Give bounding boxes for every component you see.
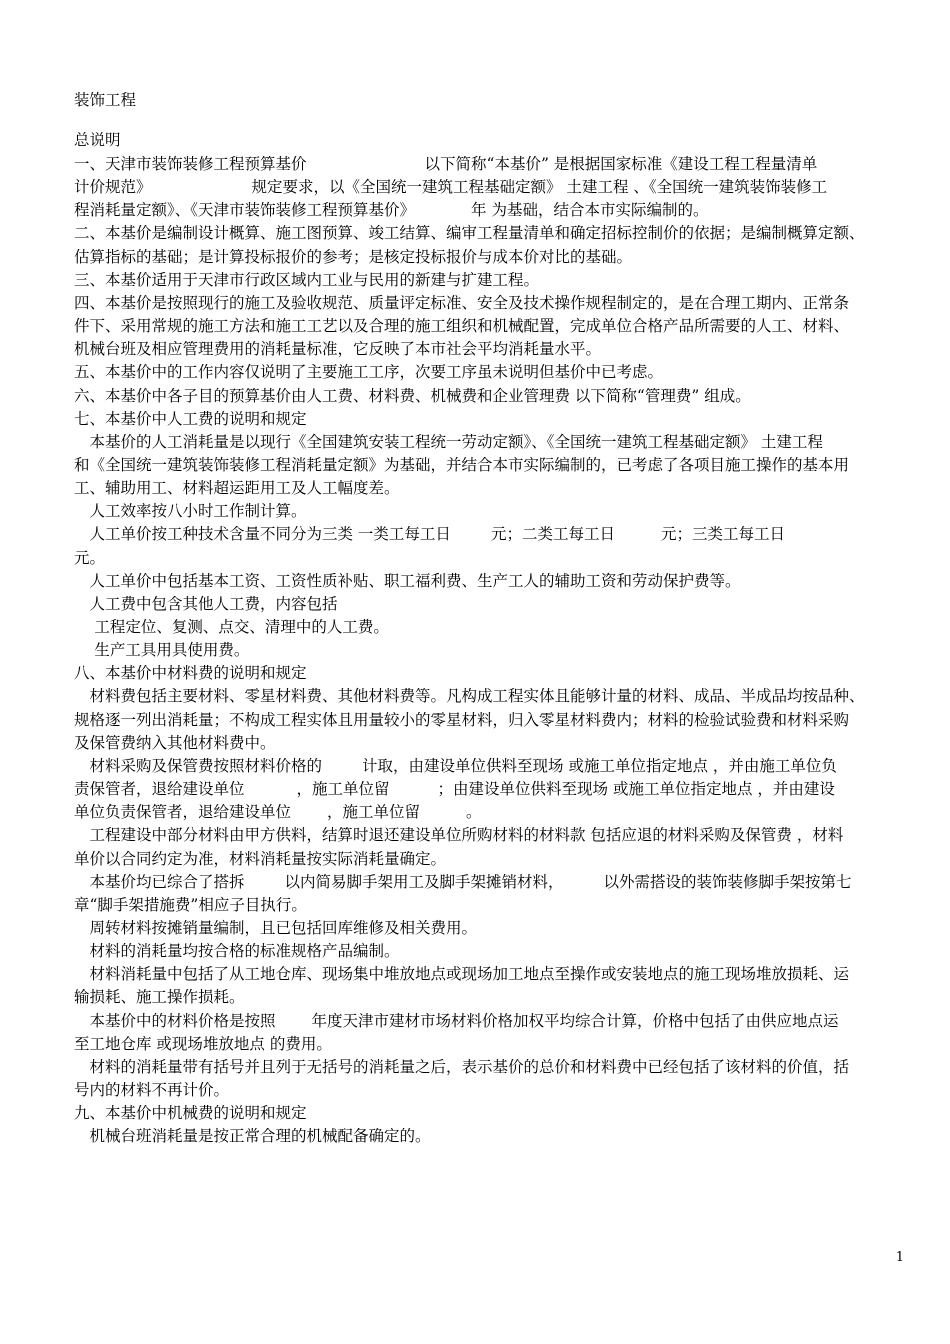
- text-segment: 年 为基础，结合本市实际编制的。: [471, 201, 709, 219]
- text-segment: 。: [466, 803, 482, 821]
- text-segment: 以外需搭设的装饰装修脚手架按第七: [603, 873, 852, 891]
- text-segment: 生产工具用具使用费。: [74, 641, 250, 659]
- text-segment: 三、本基价适用于天津市行政区域内工业与民用的新建与扩建工程。: [74, 271, 540, 289]
- text-segment: 四、本基价是按照现行的施工及验收规范、质量评定标准、安全及技术操作规程制定的，是在合理工期内、正常条: [74, 294, 850, 312]
- body-line: [74, 640, 249, 660]
- body-line: [74, 548, 105, 568]
- body-line: [74, 779, 835, 799]
- text-segment: 计取，由建设单位供料至现场 或施工单位指定地点 ，并由施工单位负: [362, 757, 837, 775]
- text-segment: 材料的消耗量带有括号并且列于无括号的消耗量之后，表示基价的总价和材料费中已经包括了该材料的价值，括: [74, 1058, 850, 1076]
- body-line: [74, 918, 477, 938]
- text-segment: 材料费包括主要材料、零星材料费、其他材料费等。凡构成工程实体且能够计量的材料、成品、半成品均按品种、: [74, 687, 865, 705]
- body-line: [74, 501, 307, 521]
- body-line: [74, 177, 827, 197]
- document-title: 装饰工程: [74, 91, 137, 109]
- body-line: [74, 1011, 839, 1031]
- text-segment: 章“脚手架措施费”相应子目执行。: [74, 896, 307, 914]
- body-line: [74, 663, 307, 683]
- text-segment: 单价以合同约定为准，材料消耗量按实际消耗量确定。: [74, 850, 447, 868]
- body-line: [74, 362, 663, 382]
- text-segment: 元；三类工每工日: [660, 525, 785, 543]
- body-line: [74, 1103, 307, 1123]
- text-segment: 本基价的人工消耗量是以现行《全国建筑安装工程统一劳动定额》、《全国统一建筑工程基础定额》 土建工程: [74, 433, 823, 451]
- text-segment: 计价规范》: [74, 178, 152, 196]
- body-line: [74, 1080, 229, 1100]
- text-segment: 二、本基价是编制设计概算、施工图预算、竣工结算、编审工程量清单和确定招标控制价的依据；是编制概算定额、: [74, 224, 865, 242]
- body-line: [74, 1126, 431, 1146]
- body-line: [74, 872, 852, 892]
- text-segment: 人工单价按工种技术含量不同分为三类 一类工每工日: [74, 525, 451, 543]
- text-segment: 机械台班消耗量是按正常合理的机械配备确定的。: [74, 1127, 431, 1145]
- text-segment: 规格逐一列出消耗量；不构成工程实体且用量较小的零星材料，归入零星材料费内；材料的检验试验费和材料采购: [74, 711, 850, 729]
- text-segment: 周转材料按摊销量编制，且已包括回库维修及相关费用。: [74, 919, 478, 937]
- text-segment: 六、本基价中各子目的预算基价由人工费、材料费、机械费和企业管理费 以下简称“管理费” 组成。: [74, 387, 751, 405]
- text-segment: 本基价中的材料价格是按照: [74, 1012, 276, 1030]
- text-segment: 五、本基价中的工作内容仅说明了主要施工工序，次要工序虽未说明但基价中已考虑。: [74, 363, 664, 381]
- text-segment: ，施工单位留: [296, 780, 390, 798]
- text-segment: 机械台班及相应管理费用的消耗量标准，它反映了本市社会平均消耗量水平。: [74, 340, 602, 358]
- text-segment: 人工效率按八小时工作制计算。: [74, 502, 307, 520]
- text-segment: 以下简称“本基价” 是根据国家标准《建设工程工程量清单: [424, 155, 818, 173]
- body-line: [74, 409, 307, 429]
- text-segment: 九、本基价中机械费的说明和规定: [74, 1104, 307, 1122]
- text-segment: 号内的材料不再计价。: [74, 1081, 230, 1099]
- body-line: [74, 1034, 332, 1054]
- text-segment: 单位负责保管者，退给建设单位: [74, 803, 292, 821]
- text-segment: 七、本基价中人工费的说明和规定: [74, 410, 307, 428]
- text-segment: 工、辅助用工、材料超运距用工及人工幅度差。: [74, 479, 400, 497]
- text-segment: 至工地仓库 或现场堆放地点 的费用。: [74, 1035, 332, 1053]
- body-line: [74, 316, 849, 336]
- body-line: [74, 895, 307, 915]
- body-line: [74, 223, 865, 243]
- text-segment: 及保管费纳入其他材料费中。: [74, 734, 276, 752]
- text-segment: 元。: [74, 549, 106, 567]
- body-line: [74, 825, 843, 845]
- text-segment: 年度天津市建材市场材料价格加权平均综合计算，价格中包括了由供应地点运: [311, 1012, 839, 1030]
- body-line: [74, 293, 849, 313]
- text-segment: 人工费中包含其他人工费，内容包括: [74, 595, 338, 613]
- body-line: [74, 802, 482, 822]
- body-line: [74, 964, 849, 984]
- body-line: [74, 154, 817, 174]
- text-segment: 本基价均已综合了搭拆: [74, 873, 245, 891]
- body-line: [74, 756, 837, 776]
- text-segment: 工程定位、复测、点交、清理中的人工费。: [74, 618, 389, 636]
- body-line: [74, 339, 601, 359]
- body-line: [74, 200, 708, 220]
- body-line: [74, 455, 849, 475]
- body-line: [74, 617, 389, 637]
- text-segment: 程消耗量定额》、《天津市装饰装修工程预算基价》: [74, 201, 416, 219]
- body-line: [74, 478, 400, 498]
- page-number: 1: [895, 1250, 904, 1265]
- text-segment: 材料的消耗量均按合格的标准规格产品编制。: [74, 942, 400, 960]
- body-line: [74, 849, 446, 869]
- text-segment: 责保管者，退给建设单位: [74, 780, 245, 798]
- body-line: [74, 524, 785, 544]
- body-line: [74, 1057, 849, 1077]
- body-line: [74, 710, 849, 730]
- text-segment: 人工单价中包括基本工资、工资性质补贴、职工福利费、生产工人的辅助工资和劳动保护费等。: [74, 572, 741, 590]
- text-segment: 估算指标的基础；是计算投标报价的参考；是核定投标报价与成本价对比的基础。: [74, 248, 633, 266]
- body-line: [74, 686, 865, 706]
- body-line: [74, 247, 632, 267]
- text-segment: 材料采购及保管费按照材料价格的: [74, 757, 323, 775]
- body-line: [74, 987, 245, 1007]
- body-line: [74, 386, 751, 406]
- body-line: [74, 941, 400, 961]
- text-segment: 八、本基价中材料费的说明和规定: [74, 664, 307, 682]
- text-segment: 工程建设中部分材料由甲方供料，结算时退还建设单位所购材料的材料款 包括应退的材料采购及保管费 ，材料: [74, 826, 844, 844]
- section-heading: 总说明: [74, 131, 121, 149]
- text-segment: 规定要求，以《全国统一建筑工程基础定额》 土建工程 、《全国统一建筑装饰装修工: [251, 178, 828, 196]
- text-segment: 一、天津市装饰装修工程预算基价: [74, 155, 307, 173]
- body-line: [74, 432, 823, 452]
- text-segment: ，施工单位留: [327, 803, 421, 821]
- text-segment: 以内简易脚手架用工及脚手架摊销材料，: [284, 873, 564, 891]
- text-segment: 和《全国统一建筑装饰装修工程消耗量定额》为基础，并结合本市实际编制的，已考虑了各项目施工操作的基本用: [74, 456, 850, 474]
- text-segment: 件下、采用常规的施工方法和施工工艺以及合理的施工组织和机械配置，完成单位合格产品所需要的人工、材料、: [74, 317, 850, 335]
- body-line: [74, 594, 338, 614]
- text-segment: 元；二类工每工日: [490, 525, 615, 543]
- text-segment: 材料消耗量中包括了从工地仓库、现场集中堆放地点或现场加工地点至操作或安装地点的施工现场堆放损耗、运: [74, 965, 850, 983]
- body-line: [74, 571, 741, 591]
- body-line: [74, 733, 276, 753]
- text-segment: ；由建设单位供料至现场 或施工单位指定地点 ，并由建设: [437, 780, 835, 798]
- text-segment: 输损耗、施工操作损耗。: [74, 988, 245, 1006]
- body-line: [74, 270, 539, 290]
